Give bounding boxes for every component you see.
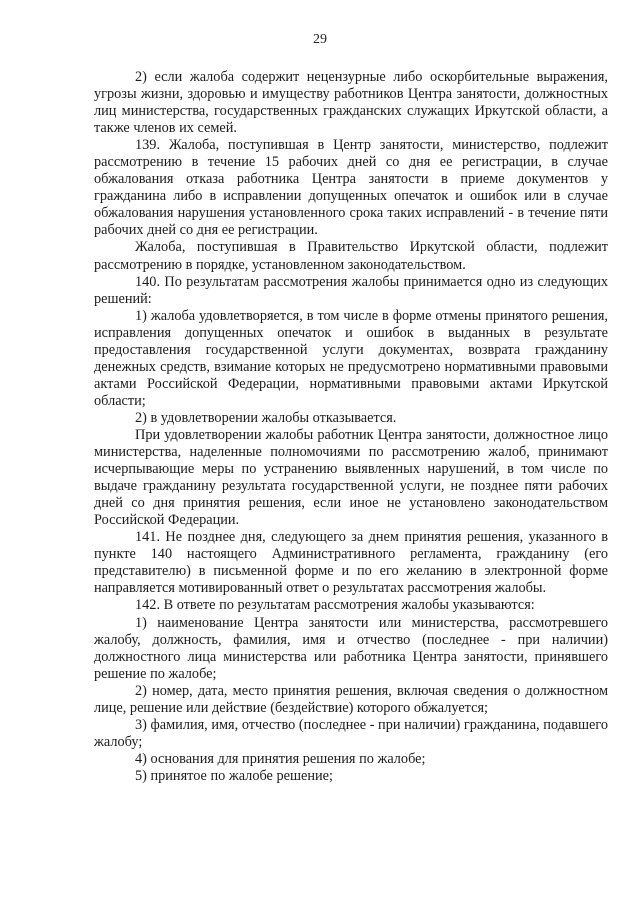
paragraph-142-item-3: 3) фамилия, имя, отчество (последнее - при наличии) гражданина, подавшего жалобу; — [94, 716, 608, 750]
paragraph-140: 140. По результатам рассмотрения жалобы принимается одно из следующих решений: — [94, 273, 608, 307]
paragraph-142-item-2: 2) номер, дата, место принятия решения, включая сведения о должностном лице, решение или действие (бездействие) которого обжалуется; — [94, 682, 608, 716]
paragraph-141: 141. Не позднее дня, следующего за днем принятия решения, указанного в пункте 140 настоящего Административного регламента, гражданину (его представителю) в письменной форме и по его желанию в электронной форме направляется мотивированный ответ о результатах рассмотрения жалобы. — [94, 529, 608, 597]
paragraph-142-item-5: 5) принятое по жалобе решение; — [135, 767, 333, 784]
paragraph-139: 139. Жалоба, поступившая в Центр занятости, министерство, подлежит рассмотрению в течение 15 рабочих дней со дня ее регистрации, в случае обжалования отказа работника Центра занятости в приеме документов у гражданина либо в исправлении допущенных опечаток и ошибок или в случае обжалования нарушения установленного срока таких исправлений - в течение пяти рабочих дней со дня ее регистрации. — [94, 137, 608, 239]
paragraph-140-item-2: 2) в удовлетворении жалобы отказывается. — [135, 409, 397, 426]
paragraph-government-complaint: Жалоба, поступившая в Правительство Иркутской области, подлежит рассмотрению в порядке, установленном законодательством. — [94, 239, 608, 273]
paragraph-satisfaction-measures: При удовлетворении жалобы работник Центра занятости, должностное лицо министерства, наделенные полномочиями по рассмотрению жалоб, принимают исчерпывающие меры по устранению выявленных нарушений, в том числе по выдаче гражданину результата государственной услуги, не позднее пяти рабочих дней со дня принятия решения, если иное не установлено законодательством Российской Федерации. — [94, 426, 608, 529]
paragraph-item-2-obscene: 2) если жалоба содержит нецензурные либо оскорбительные выражения, угрозы жизни, здоровью и имуществу работников Центра занятости, должностных лиц министерства, государственных гражданских служащих Иркутской области, а также членов их семей. — [94, 69, 608, 137]
paragraph-142-item-4: 4) основания для принятия решения по жалобе; — [135, 750, 426, 767]
page-number: 29 — [313, 32, 327, 47]
document-body — [94, 69, 608, 785]
paragraph-140-item-1: 1) жалоба удовлетворяется, в том числе в форме отмены принятого решения, исправления допущенных опечаток и ошибок в выданных в результате предоставления государственной услуги документах, возврата гражданину денежных средств, взимание которых не предусмотрено нормативными правовыми актами Российской Федерации, нормативными правовыми актами Иркутской области; — [94, 307, 608, 409]
paragraph-142-item-1: 1) наименование Центра занятости или министерства, рассмотревшего жалобу, должность, фамилия, имя и отчество (последнее - при наличии) должностного лица министерства или работника Центра занятости, принявшего решение по жалобе; — [94, 614, 608, 682]
paragraph-142: 142. В ответе по результатам рассмотрения жалобы указываются: — [135, 597, 535, 614]
